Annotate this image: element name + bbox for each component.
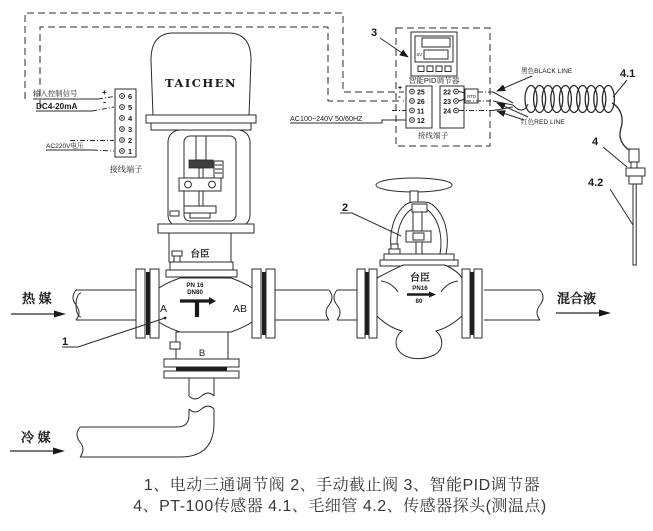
pv-display (422, 38, 450, 47)
valve-spec2: 80 (415, 298, 423, 305)
electric-actuator (146, 33, 256, 277)
pipe-break (189, 393, 214, 399)
callout-4-1-leader (613, 80, 627, 97)
valve-brand: 台臣 (410, 273, 430, 284)
stem-coupling (189, 160, 213, 168)
svg-text:2: 2 (128, 136, 133, 145)
gland-bolt (172, 251, 182, 256)
valve-brand-top: 台臣 (190, 249, 210, 260)
cold-flow-arrow (10, 448, 65, 455)
actuator-brand: TAICHEN (164, 76, 238, 90)
controller-button (445, 66, 451, 72)
legend-caption (133, 476, 547, 515)
port-a-label: A (160, 303, 168, 315)
svg-text:12: 12 (417, 117, 425, 125)
callout-4-1: 4.1 (620, 68, 636, 80)
controller-button (427, 66, 433, 72)
drain-bolt (170, 342, 180, 349)
gland-bolt (389, 249, 400, 254)
svg-text:25: 25 (417, 89, 425, 97)
callout-2: 2 (342, 202, 349, 214)
pipe-break (334, 290, 340, 320)
rtd-label: RTD (467, 94, 476, 99)
pipe-break (77, 427, 83, 457)
valve-spec1: PN 16 (186, 282, 204, 289)
pid-name-label: 智能PID调节器 (408, 76, 460, 85)
svg-text:24: 24 (443, 108, 451, 116)
sensor-probe (633, 184, 636, 265)
pid-controller (290, 27, 490, 146)
pid-terminal-block-label: 接线端子 (417, 131, 449, 140)
pipe-break (326, 290, 332, 320)
mixed-flow-arrow (556, 310, 611, 317)
minus-sign: - (398, 91, 401, 101)
callout-3-leader (380, 38, 408, 57)
svg-text:11: 11 (417, 108, 425, 116)
port-b-label: B (198, 348, 206, 359)
callout-4-leader (603, 147, 627, 167)
callout-4-2: 4.2 (588, 177, 604, 189)
svg-text:6: 6 (128, 92, 133, 101)
actuator-dome (151, 33, 251, 116)
capillary-lead (612, 103, 629, 150)
capillary-coil (525, 86, 614, 113)
sv-label: SV (416, 52, 423, 57)
minus-sign: - (103, 97, 106, 107)
handwheel (376, 178, 452, 192)
svg-text:3: 3 (128, 125, 133, 134)
sensor-circuit (459, 66, 645, 265)
elbow-outer (80, 409, 214, 457)
svg-text:26: 26 (417, 98, 425, 106)
sv-display (424, 50, 448, 59)
callout-3: 3 (371, 27, 378, 39)
signal-type-label: DC4-20mA (36, 102, 78, 111)
red-line-label: 红色RED LINE (521, 119, 565, 126)
actuator-terminal-block-label: 接线端子 (109, 165, 143, 174)
svg-text:22: 22 (443, 89, 451, 97)
callout-4: 4 (592, 136, 599, 148)
valve-spec2: DN80 (187, 289, 203, 296)
svg-text:5: 5 (128, 103, 133, 112)
input-signal-label: 输入控制信号 (33, 89, 78, 98)
callout-1: 1 (62, 336, 69, 348)
ac-power-label: AC220V电压 (46, 143, 84, 150)
three-way-valve (62, 269, 275, 378)
cold-medium-label: 冷 媒 (21, 430, 51, 445)
hot-medium-label: 热 媒 (22, 291, 52, 306)
plus-sign: + (102, 88, 107, 97)
actuator-terminal-block (115, 89, 136, 157)
plus-sign: + (398, 85, 403, 92)
valve-spec1: PN16 (412, 285, 428, 292)
hot-flow-arrow (11, 311, 66, 318)
black-line-label: 黑色BLACK LINE (521, 68, 573, 75)
callout-4-2-leader (610, 189, 633, 225)
manual-stop-valve (340, 178, 482, 359)
elbow-inner (80, 409, 189, 427)
pid-power-label: AC100~240V 50/60HZ (290, 114, 363, 123)
pipe-break (189, 406, 214, 412)
controller-button (418, 66, 424, 72)
caption-line-2: 4、PT-100传感器 4.1、毛细管 4.2、传感器探头(测温点) (133, 498, 547, 515)
flow-labels (10, 291, 611, 455)
svg-text:1: 1 (128, 147, 133, 156)
port-ab-label: AB (233, 303, 248, 315)
caption-line-1: 1、电动三通调节阀 2、手动截止阀 3、智能PID调节器 (143, 477, 541, 494)
pt100-sensor (626, 149, 645, 265)
controller-button (436, 66, 442, 72)
svg-text:4: 4 (128, 114, 133, 123)
pipe-break (537, 290, 543, 320)
mixed-liquid-label: 混合液 (557, 291, 597, 306)
svg-text:23: 23 (443, 98, 451, 106)
